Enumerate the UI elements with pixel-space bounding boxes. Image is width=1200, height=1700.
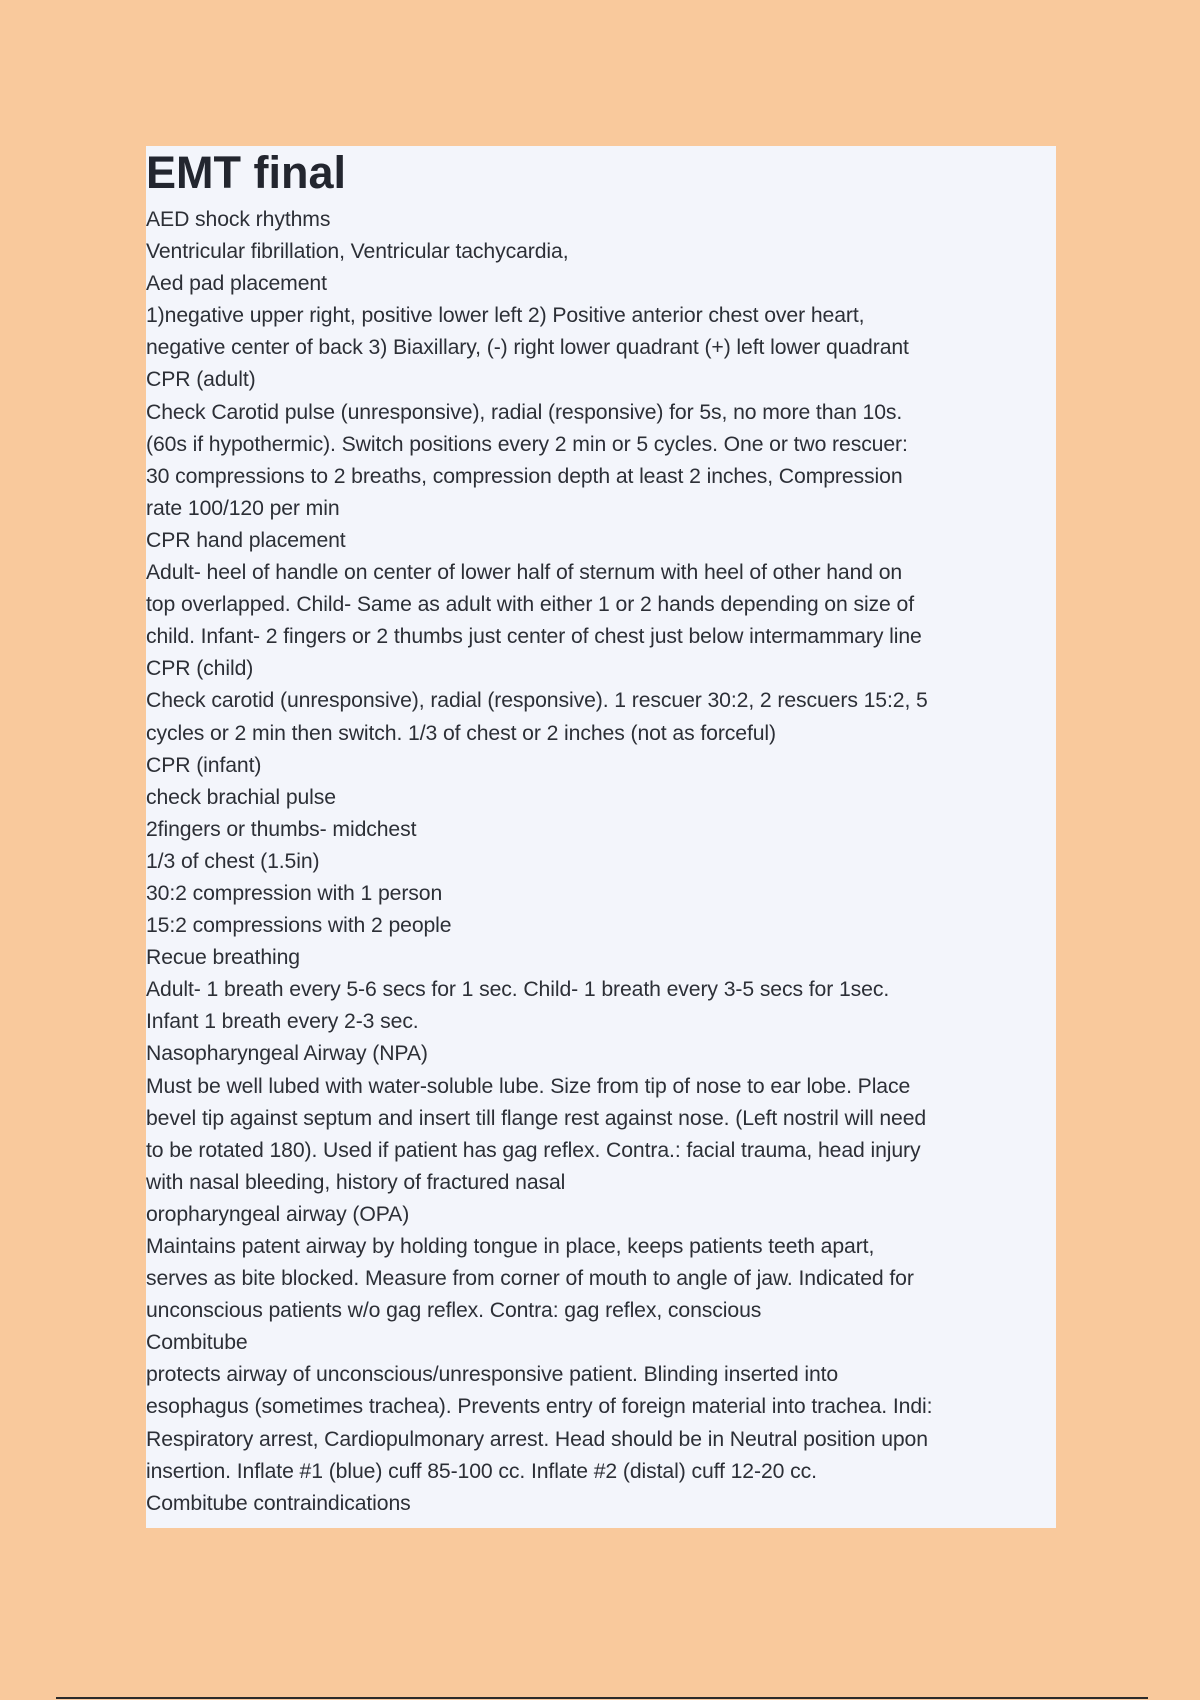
text-line: oropharyngeal airway (OPA): [146, 1202, 410, 1226]
text-line: negative center of back 3) Biaxillary, (-) right lower quadrant (+) left lower quadrant: [146, 336, 909, 360]
text-line: serves as bite blocked. Measure from corner of mouth to angle of jaw. Indicated for: [146, 1267, 914, 1291]
text-line: Ventricular fibrillation, Ventricular tachycardia,: [146, 240, 569, 264]
text-line: unconscious patients w/o gag reflex. Contra: gag reflex, conscious: [146, 1299, 762, 1323]
text-line: rate 100/120 per min: [146, 496, 340, 520]
text-line: esophagus (sometimes trachea). Prevents entry of foreign material into trachea. Indi:: [146, 1395, 933, 1419]
text-line: bevel tip against septum and insert till flange rest against nose. (Left nostril will need: [146, 1106, 927, 1130]
text-line: to be rotated 180). Used if patient has gag reflex. Contra.: facial trauma, head injury: [146, 1138, 921, 1162]
text-line: Recue breathing: [146, 946, 300, 970]
text-line: insertion. Inflate #1 (blue) cuff 85-100 cc. Inflate #2 (distal) cuff 12-20 cc.: [146, 1459, 817, 1483]
text-line: Adult- heel of handle on center of lower half of sternum with heel of other hand on: [146, 561, 903, 585]
text-line: 1/3 of chest (1.5in): [146, 849, 320, 873]
text-line: CPR (child): [146, 657, 254, 681]
text-line: Check Carotid pulse (unresponsive), radial (responsive) for 5s, no more than 10s.: [146, 400, 903, 424]
text-line: with nasal bleeding, history of fractured nasal: [146, 1170, 566, 1194]
text-line: child. Infant- 2 fingers or 2 thumbs just center of chest just below intermammary line: [146, 625, 922, 649]
text-line: CPR hand placement: [146, 528, 346, 552]
text-line: 2fingers or thumbs- midchest: [146, 817, 417, 841]
text-line: Adult- 1 breath every 5-6 secs for 1 sec. Child- 1 breath every 3-5 secs for 1sec.: [146, 978, 890, 1002]
text-line: cycles or 2 min then switch. 1/3 of chest or 2 inches (not as forceful): [146, 721, 776, 745]
text-line: 15:2 compressions with 2 people: [146, 914, 452, 938]
text-line: top overlapped. Child- Same as adult with either 1 or 2 hands depending on size of: [146, 593, 914, 617]
text-line: AED shock rhythms: [146, 208, 331, 231]
text-line: CPR (infant): [146, 753, 262, 777]
text-line: Nasopharyngeal Airway (NPA): [146, 1042, 428, 1066]
text-line: Infant 1 breath every 2-3 sec.: [146, 1010, 419, 1034]
text-line: 30:2 compression with 1 person: [146, 881, 443, 905]
text-line: Combitube contraindications: [146, 1491, 411, 1515]
text-line: Maintains patent airway by holding tongue in place, keeps patients teeth apart,: [146, 1235, 875, 1258]
text-line: Must be well lubed with water-soluble lube. Size from tip of nose to ear lobe. Place: [146, 1074, 911, 1098]
text-line: protects airway of unconscious/unresponsive patient. Blinding inserted into: [146, 1363, 839, 1387]
document-title: EMT final: [146, 147, 346, 198]
text-line: CPR (adult): [146, 368, 256, 392]
document-body: [146, 204, 1056, 1520]
text-line: 30 compressions to 2 breaths, compression depth at least 2 inches, Compression: [146, 464, 903, 488]
text-line: check brachial pulse: [146, 785, 336, 809]
text-line: Check carotid (unresponsive), radial (responsive). 1 rescuer 30:2, 2 rescuers 15:2, 5: [146, 689, 928, 713]
document-page: [146, 146, 1056, 1528]
text-line: 1)negative upper right, positive lower left 2) Positive anterior chest over heart,: [146, 304, 865, 328]
text-line: Respiratory arrest, Cardiopulmonary arrest. Head should be in Neutral position upon: [146, 1427, 928, 1451]
footer-divider: [56, 1697, 1148, 1699]
text-line: Aed pad placement: [146, 272, 327, 296]
text-line: (60s if hypothermic). Switch positions every 2 min or 5 cycles. One or two rescuer:: [146, 432, 908, 456]
text-line: Combitube: [146, 1331, 248, 1355]
